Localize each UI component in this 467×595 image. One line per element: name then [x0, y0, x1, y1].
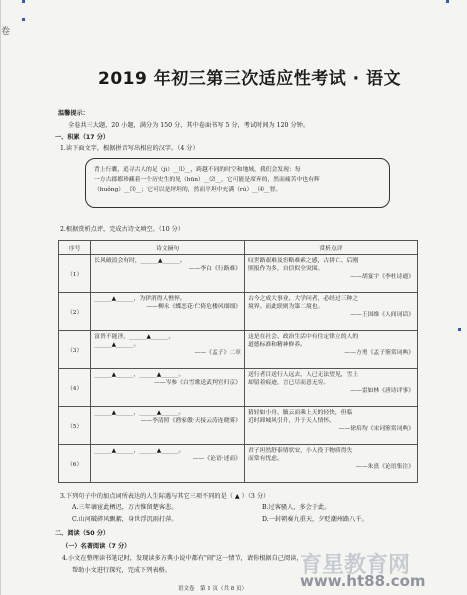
poem-source: ——李清照《渔家傲·天接云涛连晓雾》	[140, 418, 241, 424]
poem-line: ______▲______，______▲______。	[94, 372, 185, 378]
pinyin-line: 一方古郡都珍藏着一个历史生的见（hūn）__⑵__，它可能是席弃的，然而痛苦中也有辉	[94, 177, 320, 183]
comment-line: 君子坦然舒泰情状安，小人役于物质得失	[247, 448, 353, 454]
comment-line: 照报作为多，自信似全突围。	[247, 266, 324, 272]
comment-source: ——胡宴宇《李杜诗通》	[350, 274, 414, 280]
scan-mark	[22, 18, 25, 21]
comment-source: ——徐培均《宋词鉴赏词典》	[338, 426, 414, 432]
question-1: 1.读下面文字，根据拼音写出相应的汉字。（4 分）	[60, 145, 199, 152]
row-number: （4）	[59, 369, 91, 407]
row-number: （1）	[59, 255, 91, 293]
option-a: A.三年谪宦此栖迟，万古惟留楚客悲。	[72, 504, 178, 511]
comment-line: 境界。而此联则为第二境也。	[247, 304, 324, 310]
question-2: 2.根据赏析点评，完成古诗文填空。（10 分）	[60, 226, 185, 233]
section2-sub1: （一）名著阅读（7 分）	[62, 543, 131, 550]
option-d: D.一封朝奏九重天，夕贬潮州路八千。	[262, 516, 368, 523]
poem-cell	[91, 293, 245, 331]
col-header: 序号	[59, 241, 91, 255]
question-4-line: 帮助小文进行探究，完成下列表格。	[72, 567, 171, 574]
comment-source: ——方勇《孟子鉴赏词典》	[344, 350, 414, 356]
comment-line: 古今之成大事业、大学问者，必经过三种之	[247, 296, 359, 302]
comment-line: 而常有忧虑。	[247, 456, 283, 462]
poem-source: ——《孟子》二章	[194, 350, 241, 356]
poem-table	[58, 240, 418, 483]
poem-source: ——李白《行路难》	[188, 266, 241, 272]
poem-cell	[91, 255, 245, 293]
table-row	[59, 407, 418, 445]
row-number: （5）	[59, 407, 91, 445]
comment-cell	[244, 255, 417, 293]
poem-cell	[91, 369, 245, 407]
option-c: C.山河破碎风飘絮，身世浮沉雨打萍。	[72, 516, 178, 523]
comment-source: ——王国维《人间词话》	[350, 312, 414, 318]
scan-mark	[458, 328, 461, 331]
row-number: （3）	[59, 331, 91, 369]
poem-line: 长风破浪会有时，______▲______。	[94, 258, 186, 264]
corner-char: 卷	[1, 27, 11, 37]
pinyin-line: （huǒng）__⑶__；它可以是坪坦的，然而平坦中充满（rú）__⑷__智。	[94, 187, 282, 193]
row-number: （2）	[59, 293, 91, 331]
table-row	[59, 331, 418, 369]
comment-cell	[244, 331, 417, 369]
comment-cell	[244, 445, 417, 483]
question-4-line: 4.小文在整理读书笔记时，发现读多方典小说中都有"闹"这一情节，请你根据自己阅读，	[62, 555, 303, 562]
row-number: （6）	[59, 445, 91, 483]
comment-line: 猜轻如小舟，腋云而乘上天的轻快，但临	[247, 410, 353, 416]
comment-source: ——雷如林《唐诗评事》	[350, 388, 414, 394]
col-header: 赏析点评	[244, 241, 417, 255]
poem-line: ______▲______，______▲______。	[94, 448, 185, 454]
comment-cell	[244, 407, 417, 445]
table-row	[59, 293, 418, 331]
poem-cell	[91, 331, 245, 369]
table-row	[59, 255, 418, 293]
table-header-row	[59, 241, 418, 255]
poem-source: ——柳永《蝶恋花·伫倚危楼风细细》	[146, 304, 241, 310]
page-footer: 语文卷 第 1 页（共 8 页）	[178, 586, 247, 592]
exam-title: 2019 年初三第三次适应性考试 · 语文	[98, 69, 402, 89]
scan-mark	[22, 0, 25, 3]
poem-cell	[91, 445, 245, 483]
table-row	[59, 369, 418, 407]
comment-line: 近时卸城风引升，升于天人情怀。	[247, 418, 335, 424]
table-row	[59, 445, 418, 483]
notice-text: 全卷共三大题，20 小题，满分为 150 分，其中卷面书写 5 分，考试时间为 120 分钟。	[68, 122, 310, 129]
comment-line: 却留着痕迹，言已尽而意无穷。	[247, 380, 330, 386]
comment-cell	[244, 293, 417, 331]
comment-cell	[244, 369, 417, 407]
section2-heading: 二、阅读（50 分）	[55, 530, 110, 537]
poem-cell	[91, 407, 245, 445]
question-3: 3.下列句子中的加点词所表达的人生际遇与其它三项不同的是（ ▲ ）（3 分）	[60, 493, 270, 500]
section1-heading: 一、积累（17 分）	[55, 134, 110, 141]
comment-line: 这是在社会、政治生活中有往定律立的人的	[247, 334, 359, 340]
pinyin-line: 背上行囊，追寻古人的足（jì）__⑴__，跨越不同的时空和地域，我们会发现：每	[94, 167, 301, 173]
poem-line: ______▲______，______▲______。	[94, 410, 185, 416]
col-header: 诗文摘句	[91, 241, 245, 255]
pinyin-box	[85, 158, 390, 208]
poem-line: ______▲______。	[94, 342, 140, 348]
comment-line: 送行者目送行人远去，人已无法望见，雪上	[247, 372, 359, 378]
option-b: B.过客骚人，多会于此。	[262, 504, 331, 511]
notice-label: 温馨提示：	[58, 110, 89, 117]
comment-line: 叹世路艰难及宦略难索之感，古拼亡、后刚	[247, 258, 359, 264]
comment-line: 道德标准和精神修养。	[247, 342, 306, 348]
watermark-url: www.ht88.com	[300, 572, 426, 590]
comment-source: ——朱熹《论语集注》	[356, 464, 414, 470]
poem-source: ——《论语·述而》	[192, 456, 241, 462]
poem-line: ______▲______，为伊消得人憔悴。	[94, 296, 186, 302]
poem-line: 富贵不能淫，______▲______，	[94, 334, 175, 340]
watermark-logo: 育星教育网	[300, 553, 411, 578]
poem-source: ——岑参《白雪歌送武判官归京》	[154, 380, 241, 386]
scan-mark	[446, 0, 449, 3]
